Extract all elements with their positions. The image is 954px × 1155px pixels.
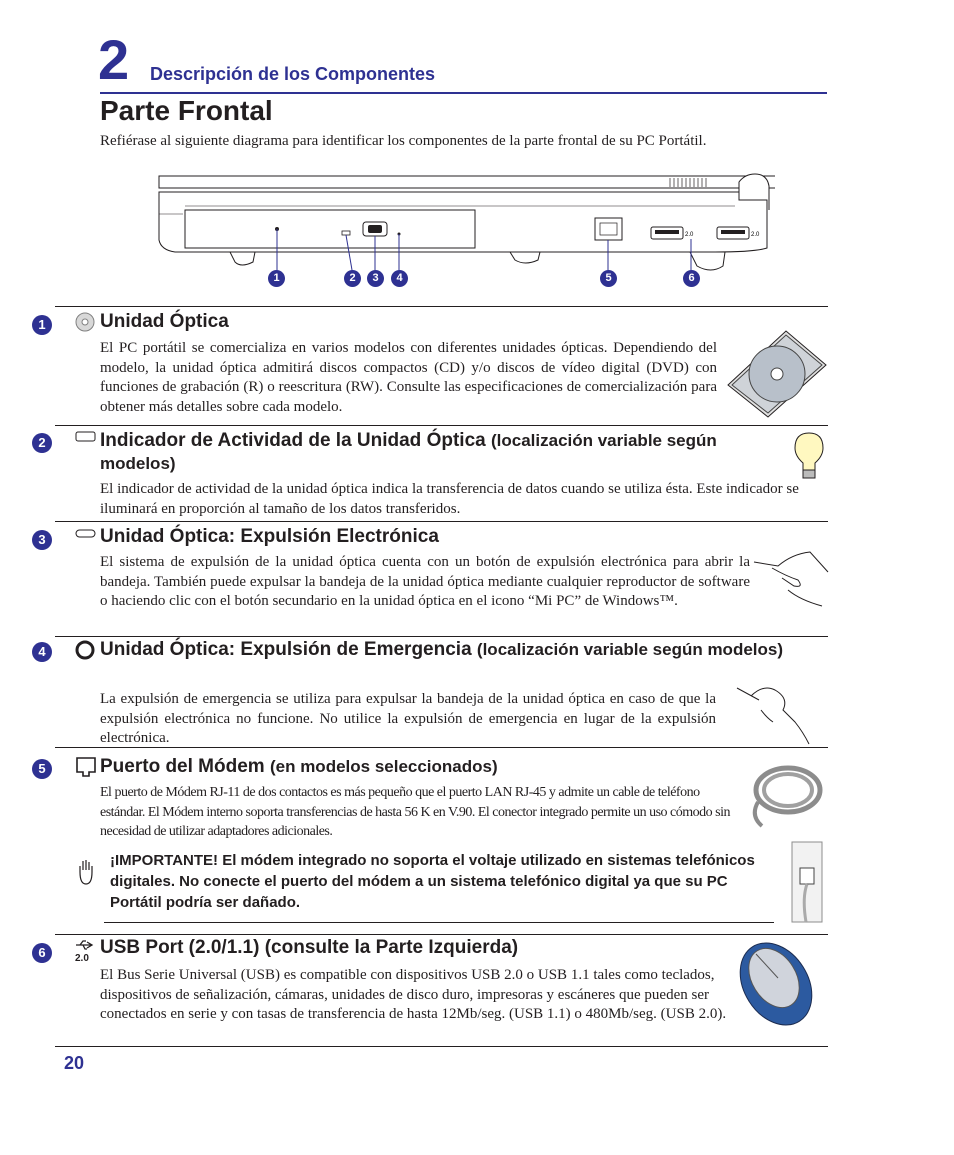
diagram-callout-5: 5 (600, 270, 617, 287)
section-divider (55, 306, 828, 307)
phone-cable-image (742, 756, 828, 830)
section-number-5: 5 (32, 759, 52, 779)
section-title-4: Unidad Óptica: Expulsión de Emergencia (localización variable según modelos) (100, 639, 784, 660)
eject-button-icon (75, 528, 97, 540)
section-body-2: El indicador de actividad de la unidad óptica indica la transferencia de datos cuando se utiliza ésta. Este indicador se iluminará en proporción al tamaño de los datos transferidos. (100, 481, 799, 517)
diagram-callout-1: 1 (268, 270, 285, 287)
paperclip-hand-icon (733, 682, 813, 746)
section-body-3: El sistema de expulsión de la unidad óptica cuenta con un botón de expulsión electrónica para abrir la bandeja. También puede expulsar la bandeja de la unidad óptica mediante cualquier reproductor de software o haciendo clic con el botón secundario en la unidad óptica en el icono “Mi PC” de Windows™. (100, 554, 750, 609)
diagram-callout-2: 2 (344, 270, 361, 287)
lightbulb-icon (790, 430, 828, 482)
section-number-1: 1 (32, 315, 52, 335)
modem-port-icon (75, 756, 97, 778)
section-divider (55, 934, 828, 935)
section-number-6: 6 (32, 943, 52, 963)
important-note-rule (104, 922, 774, 923)
emergency-eject-hole-icon (75, 640, 95, 660)
usb-label-2: 2.0 (751, 232, 760, 238)
hand-pressing-icon (752, 548, 830, 610)
diagram-callout-6: 6 (683, 270, 700, 287)
section-divider (55, 747, 828, 748)
activity-indicator-icon (75, 431, 97, 443)
page-number: 20 (64, 1053, 85, 1073)
hand-stop-icon (76, 858, 96, 886)
usb-icon (75, 938, 95, 952)
section-body-6: El Bus Serie Universal (USB) es compatible con dispositivos USB 2.0 o USB 1.1 tales como teclados, dispositivos de señalización, cámaras, unidades de disco duro, impresoras y escáneres que pueden ser conectados en serie y con tasas de transferencia de hasta 12Mb/seg. (USB 1.1) o 480Mb/seg. (USB 2.0). (100, 967, 727, 1022)
section-body-4: La expulsión de emergencia se utiliza para expulsar la bandeja de la unidad óptica en caso de que la expulsión electrónica no funcione. No utilice la expulsión de emergencia en lugar de la expulsión electrónica. (100, 691, 716, 746)
section-title-3: Unidad Óptica: Expulsión Electrónica (100, 526, 439, 547)
chapter-number: 2 (98, 28, 130, 91)
laptop-front-diagram (155, 170, 775, 295)
section-number-4: 4 (32, 642, 52, 662)
section-title-2: Indicador de Actividad de la Unidad Óptica (localización variable según modelos) (100, 430, 717, 473)
diagram-callout-3: 3 (367, 270, 384, 287)
section-divider (55, 521, 828, 522)
section-divider (55, 425, 828, 426)
section-number-2: 2 (32, 433, 52, 453)
section-divider (55, 1046, 828, 1047)
page-title: Parte Frontal (100, 95, 273, 126)
chapter-title: Descripción de los Componentes (150, 64, 436, 84)
phone-jack-image (788, 838, 828, 926)
section-body-1: El PC portátil se comercializa en varios modelos con diferentes unidades ópticas. Dependiendo del modelo, la unidad óptica admitirá discos compactos (CD) y/o discos de vídeo digital (DVD) con funciones de grabación (R) o reescritura (RW). Consulte las especificaciones de comercialización para obtener más detalles sobre cada modelo. (100, 340, 717, 415)
section-title-1: Unidad Óptica (100, 311, 229, 332)
header-rule (100, 92, 827, 94)
diagram-callout-4: 4 (391, 270, 408, 287)
usb-label-1: 2.0 (685, 232, 694, 238)
important-note: ¡IMPORTANTE! El módem integrado no soporta el voltaje utilizado en sistemas telefónicos digitales. No conecte el puerto del módem a un sistema telefónico digital ya que su PC Portátil podría ser dañado. (110, 852, 755, 911)
section-title-5: Puerto del Módem (en modelos seleccionados) (100, 756, 498, 777)
section-body-5: El puerto de Módem RJ-11 de dos contactos es más pequeño que el puerto LAN RJ-45 y admite un cable de teléfono estándar. El Módem interno soporta transferencias de hasta 56 K en V.90. El conector integrado permite un uso cómodo sin necesidad de utilizar adaptadores adicionales. (100, 785, 730, 839)
usb-mouse-image (722, 938, 828, 1028)
section-number-3: 3 (32, 530, 52, 550)
section-divider (55, 636, 828, 637)
usb-version-label: 2.0 (75, 953, 89, 964)
section-title-6: USB Port (2.0/1.1) (consulte la Parte Izquierda) (100, 937, 519, 958)
intro-text: Refiérase al siguiente diagrama para identificar los componentes de la parte frontal de su PC Portátil. (100, 133, 707, 149)
optical-disc-icon (75, 312, 95, 332)
cd-case-image (724, 327, 828, 419)
